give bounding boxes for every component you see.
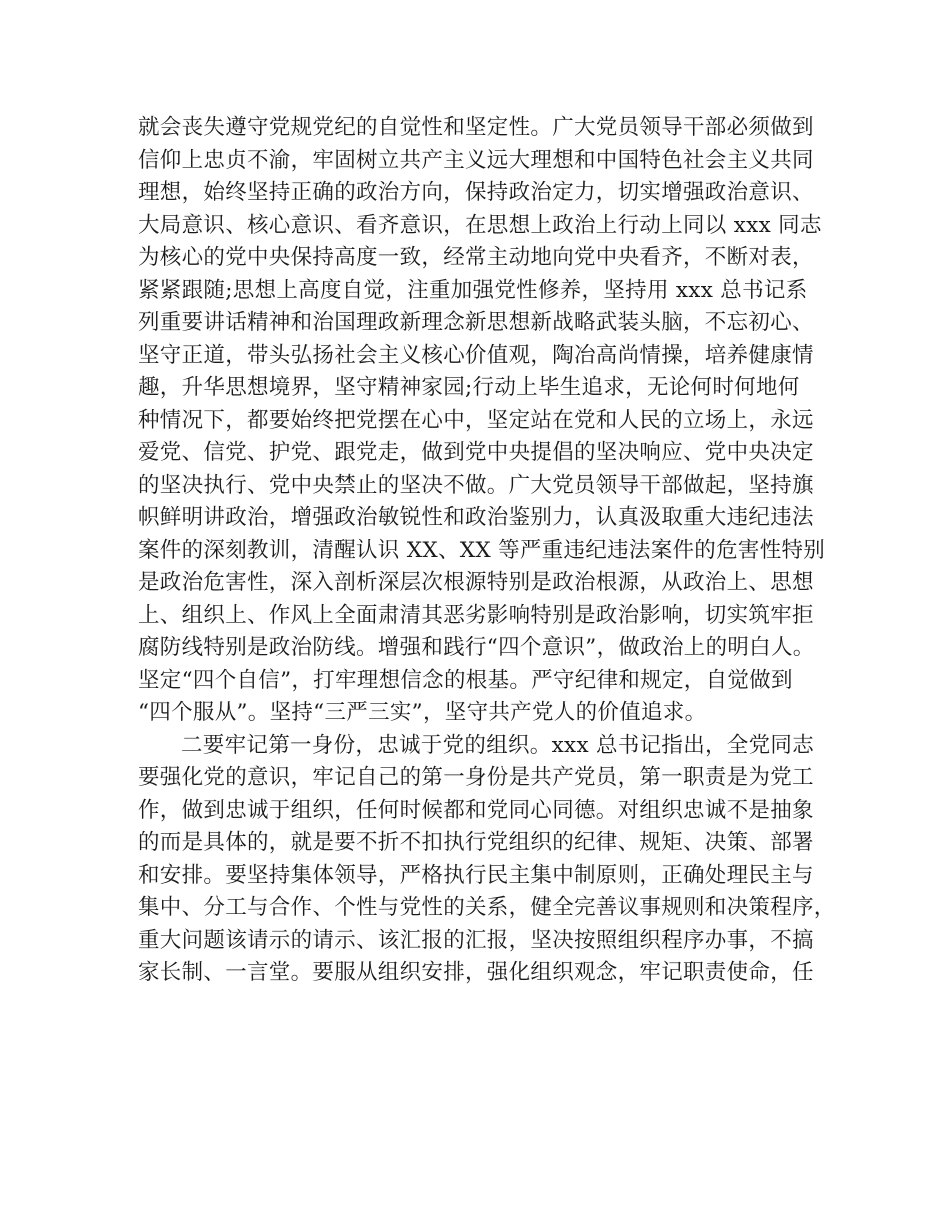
text-line: 是政治危害性，深入剖析深层次根源特别是政治根源，从政治上、思想 — [138, 570, 814, 595]
text-line: 就会丧失遵守党规党纪的自觉性和坚定性。广大党员领导干部必须做到 — [138, 115, 814, 140]
text-line: 家长制、一言堂。要服从组织安排，强化组织观念，牢记职责使命，任 — [138, 960, 814, 985]
text-line: 紧紧跟随;思想上高度自觉，注重加强党性修养，坚持用 xxx 总书记系 — [138, 277, 808, 303]
text-line: 为核心的党中央保持高度一致，经常主动地向党中央看齐，不断对表， — [138, 245, 814, 270]
text-line: 种情况下，都要始终把党摆在心中，坚定站在党和人民的立场上，永远 — [138, 407, 814, 433]
text-line: 坚守正道，带头弘扬社会主义核心价值观，陶冶高尚情操，培养健康情 — [138, 342, 814, 368]
text-line: 爱党、信党、护党、跟党走，做到党中央提倡的坚决响应、党中央决定 — [138, 440, 814, 465]
text-line: 趣，升华思想境界，坚守精神家园;行动上毕生追求，无论何时何地何 — [138, 375, 800, 400]
text-line: 的坚决执行、党中央禁止的坚决不做。广大党员领导干部做起，坚持旗 — [138, 472, 814, 498]
text-line: 作，做到忠诚于组织，任何时候都和党同心同德。对组织忠诚不是抽象 — [138, 797, 814, 823]
text-line: 理想，始终坚持正确的政治方向，保持政治定力，切实增强政治意识、 — [138, 180, 814, 205]
text-line: 帜鲜明讲政治，增强政治敏锐性和政治鉴别力，认真汲取重大违纪违法 — [138, 505, 814, 530]
document-page — [138, 112, 836, 990]
text-line: 腐防线特别是政治防线。增强和践行“四个意识”，做政治上的明白人。 — [138, 635, 815, 660]
text-line: 二要牢记第一身份，忠诚于党的组织。xxx 总书记指出，全党同志 — [181, 732, 815, 758]
text-line: 案件的深刻教训，清醒认识 XX、XX 等严重违纪违法案件的危害性特别 — [138, 537, 826, 563]
text-line: “四个服从”。坚持“三严三实”，坚守共产党人的价值追求。 — [138, 700, 707, 725]
text-line: 要强化党的意识，牢记自己的第一身份是共产党员，第一职责是为党工 — [138, 765, 814, 790]
text-line: 信仰上忠贞不渝，牢固树立共产主义远大理想和中国特色社会主义共同 — [138, 147, 814, 173]
document-body — [138, 112, 836, 990]
text-line: 的而是具体的，就是要不折不扣执行党组织的纪律、规矩、决策、部署 — [138, 830, 814, 855]
text-line: 列重要讲话精神和治国理政新理念新思想新战略武装头脑，不忘初心、 — [138, 310, 814, 335]
text-line: 和安排。要坚持集体领导，严格执行民主集中制原则，正确处理民主与 — [138, 862, 814, 888]
text-line: 集中、分工与合作、个性与党性的关系，健全完善议事规则和决策程序， — [138, 895, 836, 920]
text-line: 重大问题该请示的请示、该汇报的汇报，坚决按照组织程序办事，不搞 — [138, 927, 814, 953]
text-line: 上、组织上、作风上全面肃清其恶劣影响特别是政治影响，切实筑牢拒 — [138, 602, 814, 628]
text-line: 坚定“四个自信”，打牢理想信念的根基。严守纪律和规定，自觉做到 — [138, 667, 793, 693]
text-line: 大局意识、核心意识、看齐意识，在思想上政治上行动上同以 xxx 同志 — [138, 212, 822, 238]
